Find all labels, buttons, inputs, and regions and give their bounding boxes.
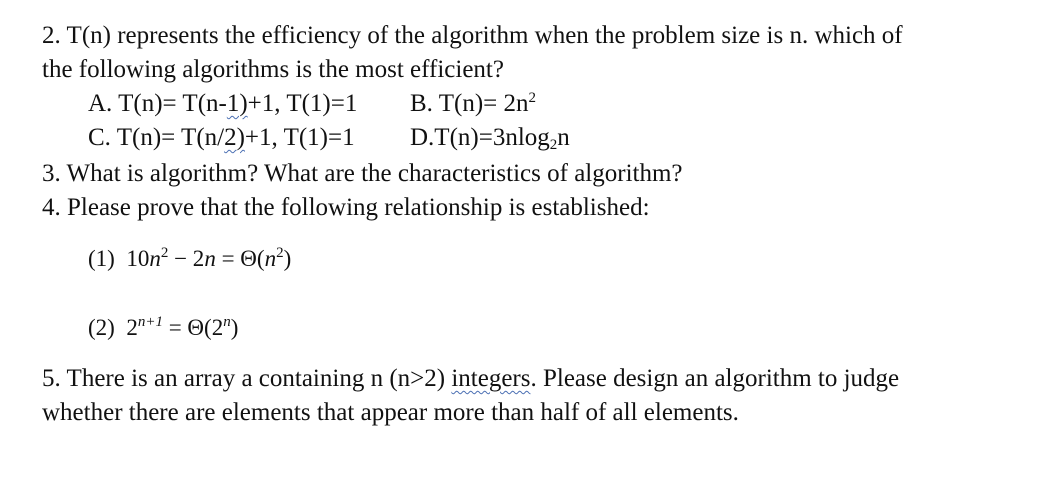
q3-text: 3. What is algorithm? What are the characteristics of algorithm?: [42, 160, 683, 187]
q4-text: 4. Please prove that the following relationship is established:: [42, 194, 650, 221]
q5-line2: whether there are elements that appear more than half of all elements.: [42, 399, 739, 426]
q5-line1: 5. There is an array a containing n (n>2) integers. Please design an algorithm to judge: [42, 365, 900, 392]
q2-option-a: A. T(n)= T(n-1)+1, T(1)=1: [88, 90, 358, 117]
spellcheck-underline[interactable]: integers: [451, 365, 531, 392]
spellcheck-underline[interactable]: 1): [226, 90, 248, 117]
q2-option-d: D.T(n)=3nlog2n: [410, 124, 570, 153]
q2-line1: 2. T(n) represents the efficiency of the algorithm when the problem size is n. which of: [42, 22, 903, 49]
q4-equation-2: (2) $2^{n+1} = \Theta(2^n)$: [88, 314, 239, 340]
q2-option-b: B. $T(n)= 2n^2$: [410, 90, 536, 117]
q2-option-c: C. T(n)= T(n/2)+1, T(1)=1: [88, 124, 355, 151]
spellcheck-underline[interactable]: 2): [224, 124, 245, 151]
q2-line2: the following algorithms is the most efficient?: [42, 56, 504, 83]
q4-equation-1: (1) $10n^2 - 2n = \Theta(n^2)$: [88, 245, 292, 271]
